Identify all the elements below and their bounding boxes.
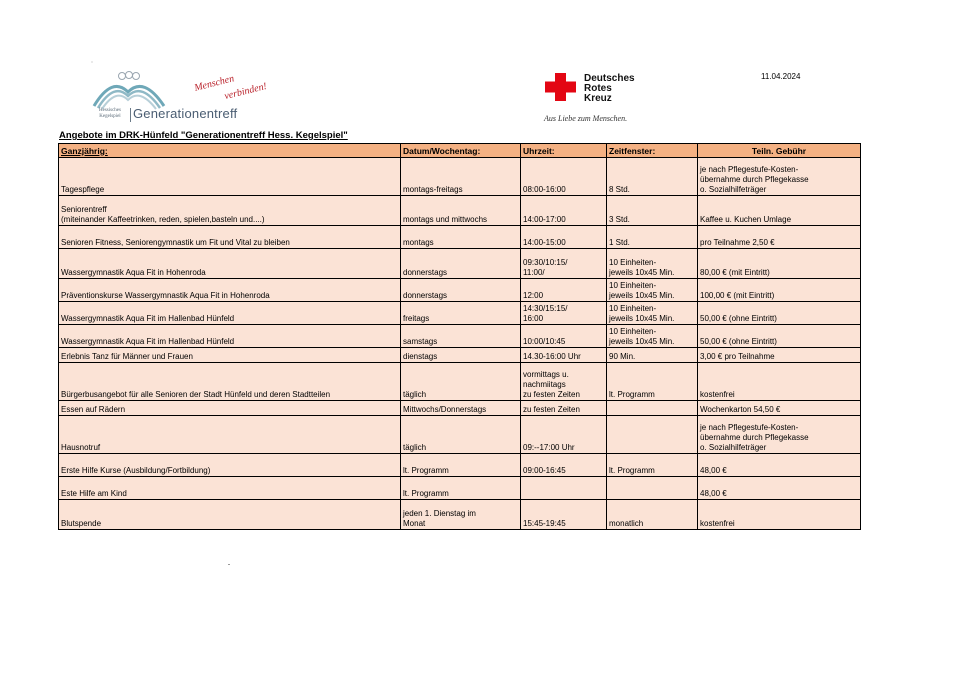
drk-name-line2: Rotes	[584, 83, 612, 94]
cell-fee: 48,00 €	[698, 454, 861, 477]
table-row	[59, 249, 861, 279]
cell-day: donnerstags	[401, 279, 521, 302]
cell-day: Mittwochs/Donnerstags	[401, 401, 521, 416]
cell-offer: Este Hilfe am Kind	[59, 477, 401, 500]
table-row	[59, 348, 861, 363]
table-row	[59, 363, 861, 401]
logo-small-line2: Kegelspiel	[99, 114, 121, 119]
cell-time: 09:30/10:15/ 11:00/	[521, 249, 607, 279]
cell-timeframe: 10 Einheiten- jeweils 10x45 Min.	[607, 302, 698, 325]
cell-offer: Wassergymnastik Aqua Fit in Hohenroda	[59, 249, 401, 279]
logo-script-line2: verbinden!	[223, 80, 269, 103]
cell-offer: Seniorentreff (miteinander Kaffeetrinken, reden, spielen,basteln und....)	[59, 196, 401, 226]
table-row	[59, 401, 861, 416]
cell-day: montags und mittwochs	[401, 196, 521, 226]
cell-fee: 48,00 €	[698, 477, 861, 500]
column-header-time: Uhrzeit:	[521, 144, 607, 158]
footer-mark	[228, 564, 230, 565]
cell-day: freitags	[401, 302, 521, 325]
cell-timeframe	[607, 477, 698, 500]
cell-time: 14.30-16:00 Uhr	[521, 348, 607, 363]
cell-day: jeden 1. Dienstag im Monat	[401, 500, 521, 530]
cell-fee: 50,00 € (ohne Eintritt)	[698, 325, 861, 348]
logo-divider	[130, 108, 131, 122]
cell-timeframe: 90 Min.	[607, 348, 698, 363]
cell-time: 15:45-19:45	[521, 500, 607, 530]
column-header-offer: Ganzjährig:	[59, 144, 401, 158]
cell-time: 09:00-16:45	[521, 454, 607, 477]
cell-timeframe: 3 Std.	[607, 196, 698, 226]
cell-time: 12:00	[521, 279, 607, 302]
cell-offer: Erlebnis Tanz für Männer und Frauen	[59, 348, 401, 363]
cell-day: lt. Programm	[401, 454, 521, 477]
cell-day: samstags	[401, 325, 521, 348]
cell-offer: Präventionskurse Wassergymnastik Aqua Fit in Hohenroda	[59, 279, 401, 302]
cell-offer: Essen auf Rädern	[59, 401, 401, 416]
table-row	[59, 302, 861, 325]
cell-timeframe	[607, 416, 698, 454]
cell-fee: kostenfrei	[698, 363, 861, 401]
cell-time: 14:00-15:00	[521, 226, 607, 249]
red-cross-icon	[544, 72, 578, 102]
page-heading: Angebote im DRK-Hünfeld "Generationentreff Hess. Kegelspiel"	[59, 130, 348, 141]
table-row	[59, 454, 861, 477]
column-header-day: Datum/Wochentag:	[401, 144, 521, 158]
cell-timeframe: 10 Einheiten- jeweils 10x45 Min.	[607, 325, 698, 348]
cell-timeframe	[607, 401, 698, 416]
logo-title: Generationentreff	[133, 106, 238, 121]
table-row	[59, 226, 861, 249]
cell-fee: je nach Pflegestufe-Kosten- übernahme durch Pflegekasse o. Sozialhilfeträger	[698, 416, 861, 454]
logo-small-line1: Hessisches	[99, 108, 121, 113]
cell-timeframe: 10 Einheiten- jeweils 10x45 Min.	[607, 249, 698, 279]
cell-time	[521, 477, 607, 500]
table-row	[59, 158, 861, 196]
column-header-timeframe: Zeitfenster:	[607, 144, 698, 158]
cell-offer: Wassergymnastik Aqua Fit im Hallenbad Hünfeld	[59, 325, 401, 348]
cell-fee: 100,00 € (mit Eintritt)	[698, 279, 861, 302]
cell-timeframe: monatlich	[607, 500, 698, 530]
table-row	[59, 196, 861, 226]
cell-fee: 80,00 € (mit Eintritt)	[698, 249, 861, 279]
margin-mark: ˈ	[91, 62, 93, 68]
cell-fee: 50,00 € (ohne Eintritt)	[698, 302, 861, 325]
cell-timeframe: lt. Programm	[607, 363, 698, 401]
cell-fee: pro Teilnahme 2,50 €	[698, 226, 861, 249]
drk-logo	[544, 72, 674, 126]
cell-time: zu festen Zeiten	[521, 401, 607, 416]
cell-timeframe: 10 Einheiten- jeweils 10x45 Min.	[607, 279, 698, 302]
cell-time: 08:00-16:00	[521, 158, 607, 196]
cell-offer: Senioren Fitness, Seniorengymnastik um Fit und Vital zu bleiben	[59, 226, 401, 249]
cell-offer: Bürgerbusangebot für alle Senioren der Stadt Hünfeld und deren Stadtteilen	[59, 363, 401, 401]
cell-offer: Tagespflege	[59, 158, 401, 196]
generationentreff-mark-icon	[92, 70, 166, 110]
drk-name	[584, 74, 635, 104]
cell-offer: Wassergymnastik Aqua Fit im Hallenbad Hünfeld	[59, 302, 401, 325]
table-header-row	[59, 144, 861, 158]
cell-day: donnerstags	[401, 249, 521, 279]
cell-offer: Erste Hilfe Kurse (Ausbildung/Fortbildung)	[59, 454, 401, 477]
cell-offer: Blutspende	[59, 500, 401, 530]
table-row	[59, 416, 861, 454]
cell-time: 10:00/10:45	[521, 325, 607, 348]
table-row	[59, 279, 861, 302]
column-header-fee: Teiln. Gebühr	[698, 144, 861, 158]
cell-time: 14:00-17:00	[521, 196, 607, 226]
cell-fee: Kaffee u. Kuchen Umlage	[698, 196, 861, 226]
drk-name-line1: Deutsches	[584, 73, 635, 84]
table-row	[59, 325, 861, 348]
cell-offer: Hausnotruf	[59, 416, 401, 454]
cell-day: montags-freitags	[401, 158, 521, 196]
cell-day: täglich	[401, 363, 521, 401]
generationentreff-logo	[86, 68, 276, 128]
offers-table	[58, 143, 861, 530]
cell-fee: Wochenkarton 54,50 €	[698, 401, 861, 416]
cell-time: 14:30/15:15/ 16:00	[521, 302, 607, 325]
logo-script-line1: Menschen	[193, 73, 236, 94]
cell-timeframe: lt. Programm	[607, 454, 698, 477]
cell-fee: 3,00 € pro Teilnahme	[698, 348, 861, 363]
cell-time: vormittags u. nachmiitags zu festen Zeiten	[521, 363, 607, 401]
cell-day: dienstags	[401, 348, 521, 363]
table-row	[59, 477, 861, 500]
cell-day: montags	[401, 226, 521, 249]
cell-day: lt. Programm	[401, 477, 521, 500]
table-row	[59, 500, 861, 530]
cell-time: 09:--17:00 Uhr	[521, 416, 607, 454]
document-date: 11.04.2024	[761, 72, 801, 81]
cell-day: täglich	[401, 416, 521, 454]
cell-fee: je nach Pflegestufe-Kosten- übernahme durch Pflegekasse o. Sozialhilfeträger	[698, 158, 861, 196]
drk-name-line3: Kreuz	[584, 93, 612, 104]
cell-timeframe: 8 Std.	[607, 158, 698, 196]
cell-timeframe: 1 Std.	[607, 226, 698, 249]
drk-slogan: Aus Liebe zum Menschen.	[544, 114, 628, 123]
logo-small-text	[90, 108, 130, 120]
cell-fee: kostenfrei	[698, 500, 861, 530]
